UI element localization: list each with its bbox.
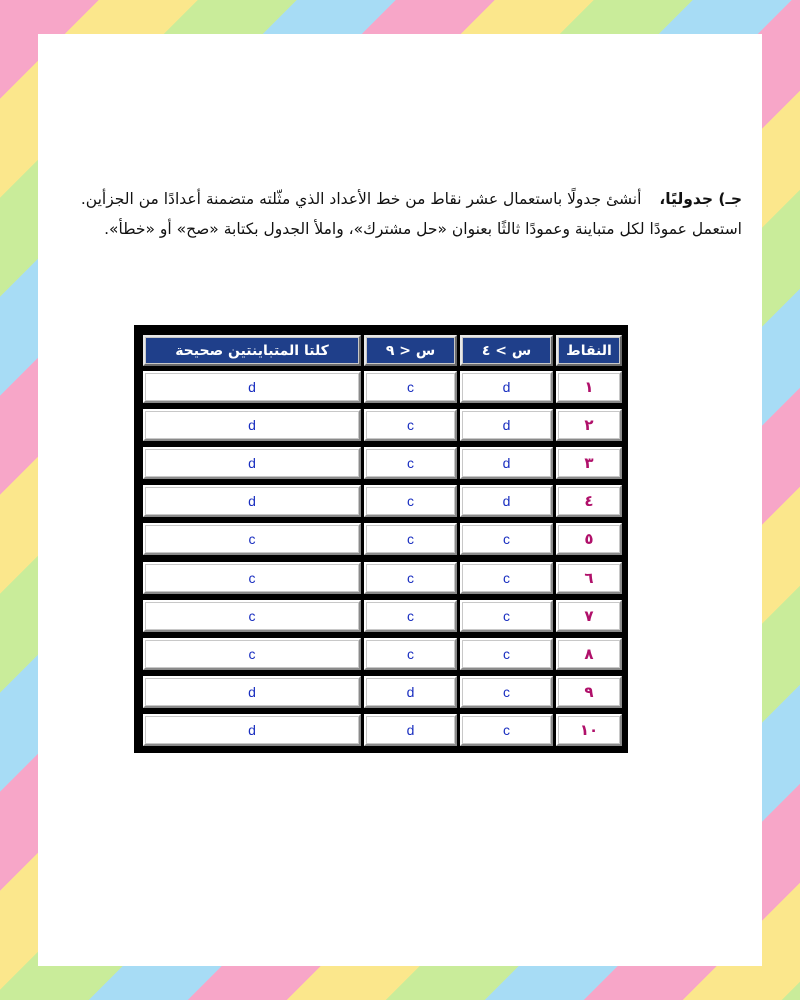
cell-x-gt-4: d	[460, 371, 553, 403]
cell-x-gt-4: c	[460, 714, 553, 746]
cell-x-lt-9: c	[364, 562, 457, 594]
point-number: ٤	[556, 485, 622, 517]
cell-both-true: d	[143, 371, 361, 403]
point-number: ١٠	[556, 714, 622, 746]
cell-both-true: d	[143, 485, 361, 517]
point-number: ٩	[556, 676, 622, 708]
cell-x-lt-9: c	[364, 447, 457, 479]
cell-x-lt-9: d	[364, 714, 457, 746]
cell-x-gt-4: d	[460, 485, 553, 517]
cell-both-true: c	[143, 523, 361, 555]
cell-x-lt-9: c	[364, 523, 457, 555]
point-number: ٣	[556, 447, 622, 479]
header-both-true: كلتا المتباينتين صحيحة	[143, 335, 361, 366]
truth-table	[134, 325, 628, 753]
cell-x-gt-4: d	[460, 409, 553, 441]
header-points: النقاط	[556, 335, 622, 366]
cell-x-lt-9: d	[364, 676, 457, 708]
cell-both-true: c	[143, 638, 361, 670]
cell-x-gt-4: c	[460, 676, 553, 708]
point-number: ٦	[556, 562, 622, 594]
point-number: ٨	[556, 638, 622, 670]
cell-x-gt-4: d	[460, 447, 553, 479]
point-number: ١	[556, 371, 622, 403]
question-text	[62, 184, 742, 244]
cell-x-gt-4: c	[460, 638, 553, 670]
cell-x-lt-9: c	[364, 409, 457, 441]
cell-x-lt-9: c	[364, 600, 457, 632]
cell-x-gt-4: c	[460, 562, 553, 594]
cell-both-true: c	[143, 562, 361, 594]
cell-both-true: c	[143, 600, 361, 632]
cell-x-gt-4: c	[460, 523, 553, 555]
cell-x-lt-9: c	[364, 371, 457, 403]
cell-x-gt-4: c	[460, 600, 553, 632]
point-number: ٧	[556, 600, 622, 632]
cell-both-true: d	[143, 714, 361, 746]
point-number: ٢	[556, 409, 622, 441]
cell-both-true: d	[143, 676, 361, 708]
question-lead: جـ) جدوليًا،	[659, 190, 742, 208]
point-number: ٥	[556, 523, 622, 555]
question-body: أنشئ جدولًا باستعمال عشر نقاط من خط الأعداد الذي مثّلته متضمنة أعدادًا من الجزأين. استعمل عمودًا لكل متباينة وعمودًا ثالثًا بعنوان «حل مشترك»، واملأ الجدول بكتابة «صح» أو «خطأ».	[80, 190, 742, 238]
cell-x-lt-9: c	[364, 638, 457, 670]
cell-both-true: d	[143, 447, 361, 479]
cell-both-true: d	[143, 409, 361, 441]
cell-x-lt-9: c	[364, 485, 457, 517]
header-x-lt-9: س < ٩	[364, 335, 457, 366]
header-x-gt-4: س > ٤	[460, 335, 553, 366]
